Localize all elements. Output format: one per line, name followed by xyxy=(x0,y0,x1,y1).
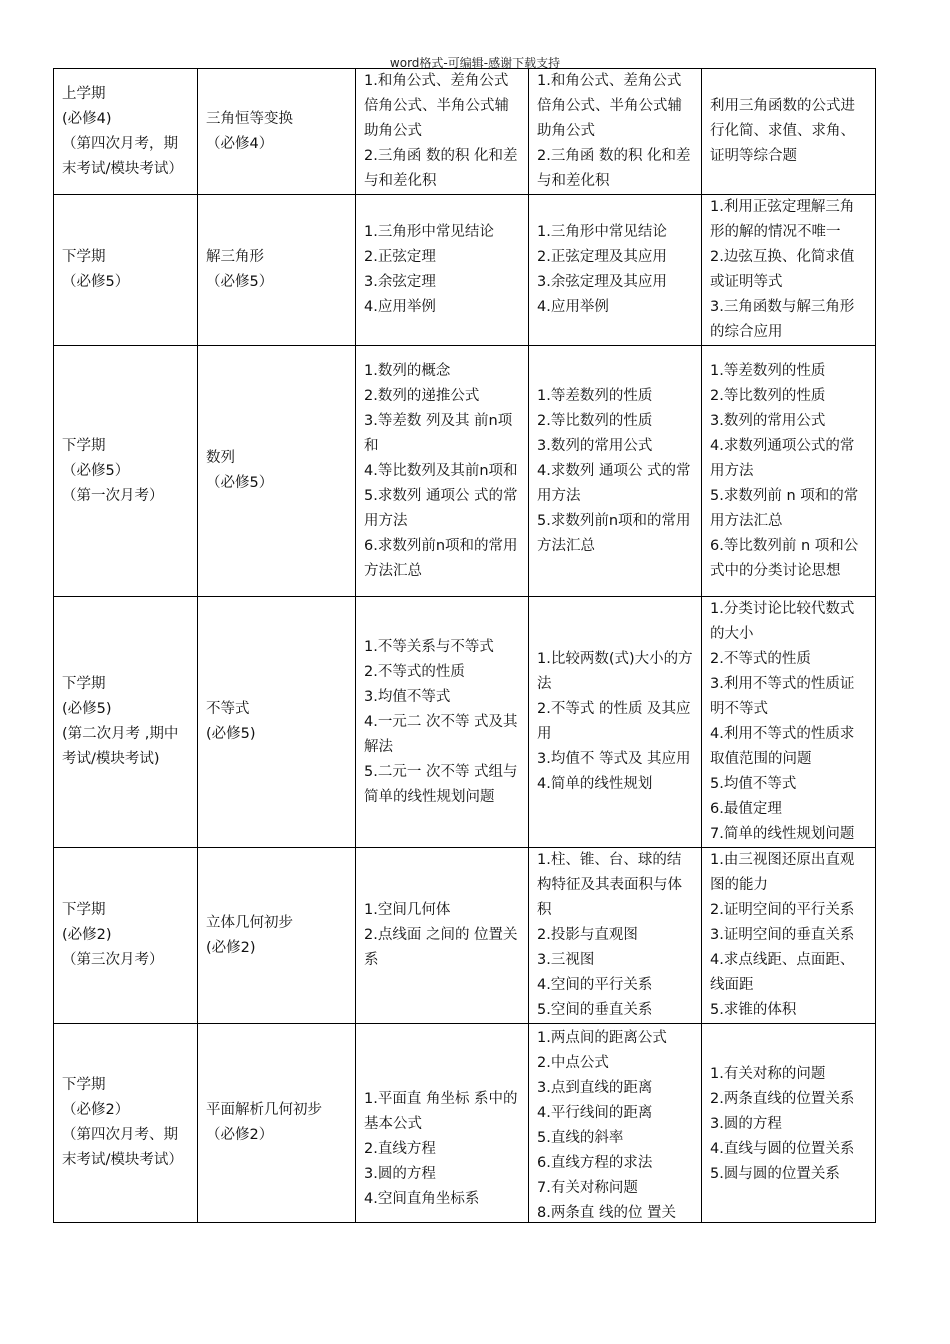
cell-line: 4.求数列 通项公 式的常用方法 xyxy=(537,462,691,504)
cell-line: 2.中点公式 xyxy=(537,1055,609,1071)
cell-line: 不等式 xyxy=(206,701,250,717)
cell-line: 3.圆的方程 xyxy=(364,1165,436,1182)
cell-line: 2.投影与直观图 xyxy=(537,927,638,943)
cell-line: (必修5) xyxy=(62,701,112,717)
cell-key xyxy=(529,597,702,848)
cell-topic xyxy=(198,848,356,1024)
cell-line: 1.数列的概念 xyxy=(364,362,451,379)
cell-difficult xyxy=(702,1024,876,1223)
cell-line: （必修5） xyxy=(62,462,130,479)
cell-line: 3.均值不等式 xyxy=(364,688,451,705)
cell-line: （必修2） xyxy=(62,1102,130,1118)
curriculum-table xyxy=(53,68,876,1223)
cell-line: 2.正弦定理 xyxy=(364,249,436,265)
cell-line: 1.和角公式、差角公式倍角公式、半角公式辅助角公式 xyxy=(364,73,509,139)
cell-line: 2.三角函 数的积 化和差与和差化积 xyxy=(364,148,518,189)
cell-line: 1.分类讨论比较代数式的大小 xyxy=(710,601,855,642)
cell-line: (第二次月考 ,期中考试/模块考试) xyxy=(62,726,179,767)
cell-line: 5.求锥的体积 xyxy=(710,1002,797,1018)
cell-line: 5.圆与圆的位置关系 xyxy=(710,1165,840,1182)
cell-line: 3.点到直线的距离 xyxy=(537,1080,653,1096)
cell-content xyxy=(356,1024,529,1223)
cell-line: 2.等比数列的性质 xyxy=(710,387,826,404)
cell-line: 平面解析几何初步 xyxy=(206,1102,322,1118)
cell-line: 2.等比数列的性质 xyxy=(537,412,653,429)
cell-line: 利用三角函数的公式进行化简、求值、求角、证明等综合题 xyxy=(710,98,855,164)
cell-line: 4.利用不等式的性质求取值范围的问题 xyxy=(710,726,855,767)
cell-line: 5.求数列前 n 项和的常用方法汇总 xyxy=(710,487,859,529)
cell-line: 下学期 xyxy=(62,902,106,918)
cell-topic xyxy=(198,346,356,597)
cell-line: 6.最值定理 xyxy=(710,801,782,817)
cell-difficult xyxy=(702,848,876,1024)
cell-line: 立体几何初步 xyxy=(206,914,293,931)
cell-line: 4.空间直角坐标系 xyxy=(364,1190,480,1207)
cell-term xyxy=(54,195,198,346)
cell-key xyxy=(529,346,702,597)
cell-line: 5.求数列前n项和的常用方法汇总 xyxy=(537,512,691,554)
cell-line: （第四次月考，期末考试/模块考试） xyxy=(62,135,183,177)
cell-line: 5.均值不等式 xyxy=(710,776,797,792)
cell-line: 数列 xyxy=(206,450,235,466)
cell-difficult xyxy=(702,346,876,597)
cell-line: （第三次月考） xyxy=(62,952,164,968)
cell-line: 2.两条直线的位置关系 xyxy=(710,1090,855,1107)
cell-line: 3.余弦定理 xyxy=(364,274,436,290)
cell-line: (必修4) xyxy=(62,110,112,127)
cell-line: 1.比较两数(式)大小的方法 xyxy=(537,651,693,692)
cell-line: 2.不等式的性质 xyxy=(364,663,465,680)
table-row xyxy=(54,346,876,597)
cell-line: 3.均值不 等式及 其应用 xyxy=(537,751,691,767)
cell-line: （必修4） xyxy=(206,135,274,152)
table-row xyxy=(54,1024,876,1223)
cell-difficult xyxy=(702,195,876,346)
cell-line: 1.和角公式、差角公式倍角公式、半角公式辅助角公式 xyxy=(537,73,682,139)
cell-line: 4.简单的线性规划 xyxy=(537,776,653,792)
cell-line: 3.等差数 列及其 前n项和 xyxy=(364,412,513,454)
cell-line: （必修5） xyxy=(206,475,274,491)
cell-line: 1.空间几何体 xyxy=(364,902,451,918)
cell-line: 1.平面直 角坐标 系中的基本公式 xyxy=(364,1090,518,1132)
cell-line: 2.直线方程 xyxy=(364,1140,436,1157)
cell-line: （第一次月考） xyxy=(62,487,164,504)
cell-line: （第四次月考、期末考试/模块考试） xyxy=(62,1127,183,1168)
cell-line: 4.等比数列及其前n项和 xyxy=(364,462,518,479)
cell-line: 2.三角函 数的积 化和差与和差化积 xyxy=(537,148,691,189)
cell-line: 7.简单的线性规划问题 xyxy=(710,826,855,842)
cell-term xyxy=(54,346,198,597)
cell-key xyxy=(529,69,702,195)
cell-line: 下学期 xyxy=(62,437,106,454)
cell-line: 5.直线的斜率 xyxy=(537,1130,624,1146)
cell-line: 1.三角形中常见结论 xyxy=(537,224,667,240)
cell-line: 4.应用举例 xyxy=(537,299,609,315)
cell-line: 下学期 xyxy=(62,1077,106,1093)
cell-line: 6.直线方程的求法 xyxy=(537,1155,653,1171)
cell-term xyxy=(54,597,198,848)
cell-line: 4.空间的平行关系 xyxy=(537,977,653,993)
cell-line: (必修5) xyxy=(206,726,256,742)
cell-line: （必修5） xyxy=(62,274,130,290)
cell-line: 3.数列的常用公式 xyxy=(537,437,653,454)
cell-line: 下学期 xyxy=(62,676,106,692)
cell-line: （必修5） xyxy=(206,274,274,290)
cell-line: 3.三角函数与解三角形的综合应用 xyxy=(710,299,855,340)
cell-line: 4.直线与圆的位置关系 xyxy=(710,1140,855,1157)
cell-content xyxy=(356,195,529,346)
cell-line: 6.求数列前n项和的常用方法汇总 xyxy=(364,537,518,579)
cell-line: 三角恒等变换 xyxy=(206,110,293,127)
cell-line: 3.余弦定理及其应用 xyxy=(537,274,667,290)
cell-topic xyxy=(198,597,356,848)
cell-line: 5.求数列 通项公 式的常用方法 xyxy=(364,487,518,529)
table-body xyxy=(54,69,876,1223)
cell-content xyxy=(356,848,529,1024)
cell-difficult xyxy=(702,597,876,848)
cell-line: 1.柱、锥、台、球的结构特征及其表面积与体积 xyxy=(537,852,682,918)
cell-line: (必修2) xyxy=(62,927,112,943)
cell-line: 4.平行线间的距离 xyxy=(537,1105,653,1121)
cell-line: 2.正弦定理及其应用 xyxy=(537,249,667,265)
cell-line: 4.应用举例 xyxy=(364,299,436,315)
cell-line: 4.求数列通项公式的常用方法 xyxy=(710,437,855,479)
cell-line: 1.三角形中常见结论 xyxy=(364,224,494,240)
cell-line: 8.两条直 线的位 置关 xyxy=(537,1205,677,1221)
cell-line: 5.二元一 次不等 式组与简单的线性规划问题 xyxy=(364,763,518,805)
cell-line: 2.点线面 之间的 位置关系 xyxy=(364,927,518,968)
cell-line: 2.不等式的性质 xyxy=(710,651,811,667)
table-row xyxy=(54,597,876,848)
cell-line: 解三角形 xyxy=(206,249,264,265)
cell-line: 3.数列的常用公式 xyxy=(710,412,826,429)
cell-key xyxy=(529,195,702,346)
cell-line: 3.三视图 xyxy=(537,952,595,968)
cell-line: （必修2） xyxy=(206,1127,274,1143)
cell-line: 4.一元二 次不等 式及其解法 xyxy=(364,713,518,755)
cell-topic xyxy=(198,195,356,346)
table-row xyxy=(54,195,876,346)
cell-difficult xyxy=(702,69,876,195)
cell-line: (必修2) xyxy=(206,939,256,956)
cell-line: 1.不等关系与不等式 xyxy=(364,638,494,655)
cell-line: 1.利用正弦定理解三角形的解的情况不唯一 xyxy=(710,199,855,240)
cell-line: 上学期 xyxy=(62,85,106,102)
cell-topic xyxy=(198,1024,356,1223)
cell-key xyxy=(529,848,702,1024)
cell-term xyxy=(54,69,198,195)
cell-line: 5.空间的垂直关系 xyxy=(537,1002,653,1018)
cell-content xyxy=(356,346,529,597)
cell-term xyxy=(54,1024,198,1223)
table-row xyxy=(54,69,876,195)
cell-line: 1.等差数列的性质 xyxy=(537,387,653,404)
cell-line: 3.利用不等式的性质证明不等式 xyxy=(710,676,855,717)
cell-key xyxy=(529,1024,702,1223)
cell-line: 2.证明空间的平行关系 xyxy=(710,902,855,918)
page-header: word格式-可编辑-感谢下载支持 xyxy=(389,56,561,70)
cell-line: 3.圆的方程 xyxy=(710,1115,782,1132)
cell-line: 1.两点间的距离公式 xyxy=(537,1030,667,1046)
cell-line: 3.证明空间的垂直关系 xyxy=(710,927,855,943)
cell-line: 2.边弦互换、化简求值或证明等式 xyxy=(710,249,855,290)
cell-line: 6.等比数列前 n 项和公式中的分类讨论思想 xyxy=(710,537,859,579)
cell-line: 2.不等式 的性质 及其应用 xyxy=(537,701,691,742)
cell-line: 1.由三视图还原出直观图的能力 xyxy=(710,852,855,893)
cell-line: 4.求点线距、点面距、线面距 xyxy=(710,952,855,993)
cell-line: 1.等差数列的性质 xyxy=(710,362,826,379)
cell-content xyxy=(356,597,529,848)
cell-line: 1.有关对称的问题 xyxy=(710,1065,826,1082)
cell-line: 下学期 xyxy=(62,249,106,265)
cell-line: 2.数列的递推公式 xyxy=(364,387,480,404)
table-row xyxy=(54,848,876,1024)
cell-topic xyxy=(198,69,356,195)
cell-term xyxy=(54,848,198,1024)
cell-line: 7.有关对称问题 xyxy=(537,1180,638,1196)
cell-content xyxy=(356,69,529,195)
